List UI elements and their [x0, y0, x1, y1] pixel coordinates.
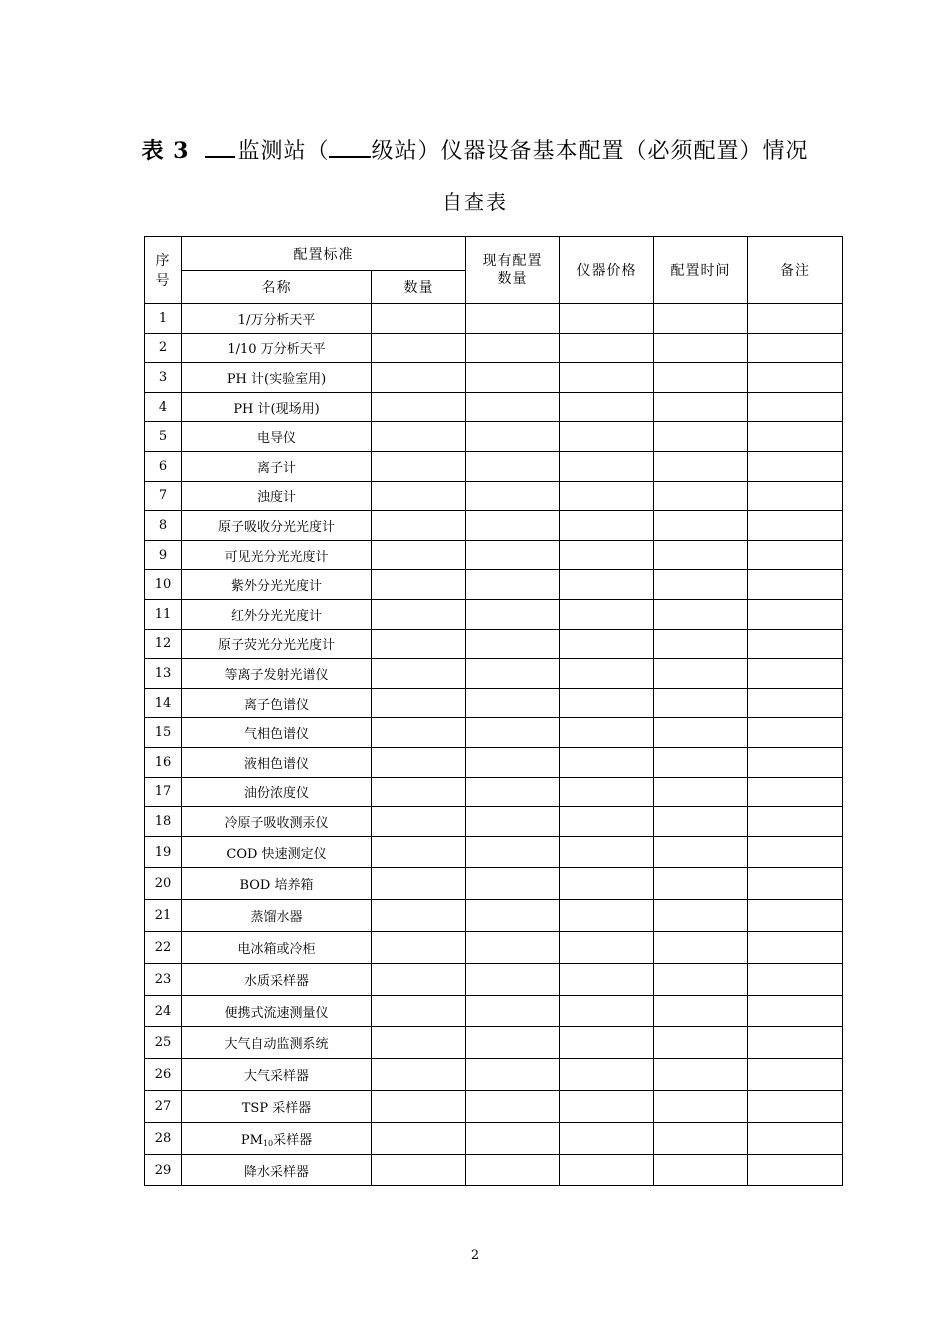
row-time-cell [654, 747, 748, 777]
row-number: 19 [145, 836, 182, 868]
table-row [145, 777, 843, 807]
row-number: 25 [145, 1027, 182, 1059]
row-existing-cell [466, 304, 560, 334]
row-time-cell [654, 688, 748, 718]
row-remarks-cell [748, 1154, 843, 1186]
table-row [145, 1059, 843, 1091]
row-number: 3 [145, 363, 182, 393]
row-quantity-cell [372, 659, 466, 689]
row-time-cell [654, 1027, 748, 1059]
row-number: 15 [145, 718, 182, 748]
row-price-cell [560, 868, 654, 900]
table-row [145, 868, 843, 900]
row-remarks-cell [748, 422, 843, 452]
table-row [145, 747, 843, 777]
row-existing-cell [466, 422, 560, 452]
header-name: 名称 [182, 271, 372, 304]
row-number: 11 [145, 599, 182, 629]
table-row [145, 392, 843, 422]
title-prefix: 表 3 [141, 138, 190, 164]
table-row [145, 481, 843, 511]
row-time-cell [654, 570, 748, 600]
row-quantity-cell [372, 836, 466, 868]
title-blank-station [205, 136, 235, 158]
row-quantity-cell [372, 747, 466, 777]
row-existing-cell [466, 1027, 560, 1059]
row-remarks-cell [748, 836, 843, 868]
row-equipment-name: COD 快速测定仪 [182, 836, 372, 868]
row-time-cell [654, 1091, 748, 1123]
row-existing-cell [466, 1154, 560, 1186]
row-number: 26 [145, 1059, 182, 1091]
header-seq: 序 号 [145, 237, 182, 304]
row-equipment-name: 电导仪 [182, 422, 372, 452]
row-existing-cell [466, 900, 560, 932]
table-title [0, 134, 950, 165]
row-remarks-cell [748, 932, 843, 964]
row-remarks-cell [748, 900, 843, 932]
table-row [145, 932, 843, 964]
row-number: 16 [145, 747, 182, 777]
row-quantity-cell [372, 629, 466, 659]
header-config-time: 配置时间 [654, 237, 748, 304]
table-row [145, 333, 843, 363]
row-equipment-name: 液相色谱仪 [182, 747, 372, 777]
equipment-table [144, 236, 843, 1186]
table-row [145, 570, 843, 600]
row-remarks-cell [748, 1091, 843, 1123]
row-equipment-name: 冷原子吸收测汞仪 [182, 807, 372, 837]
row-time-cell [654, 1059, 748, 1091]
row-time-cell [654, 1122, 748, 1154]
row-existing-cell [466, 836, 560, 868]
row-number: 18 [145, 807, 182, 837]
row-remarks-cell [748, 451, 843, 481]
row-equipment-name: BOD 培养箱 [182, 868, 372, 900]
row-existing-cell [466, 1091, 560, 1123]
row-price-cell [560, 304, 654, 334]
header-existing-quantity: 现有配置 数量 [466, 237, 560, 304]
row-quantity-cell [372, 777, 466, 807]
row-time-cell [654, 836, 748, 868]
row-time-cell [654, 900, 748, 932]
row-quantity-cell [372, 599, 466, 629]
row-existing-cell [466, 688, 560, 718]
row-quantity-cell [372, 718, 466, 748]
row-quantity-cell [372, 868, 466, 900]
row-remarks-cell [748, 629, 843, 659]
row-remarks-cell [748, 1059, 843, 1091]
row-price-cell [560, 422, 654, 452]
table-row [145, 451, 843, 481]
row-quantity-cell [372, 688, 466, 718]
row-equipment-name: 油份浓度仪 [182, 777, 372, 807]
row-quantity-cell [372, 807, 466, 837]
table-row [145, 807, 843, 837]
row-remarks-cell [748, 570, 843, 600]
row-price-cell [560, 629, 654, 659]
row-existing-cell [466, 392, 560, 422]
row-time-cell [654, 995, 748, 1027]
row-remarks-cell [748, 333, 843, 363]
row-quantity-cell [372, 511, 466, 541]
row-time-cell [654, 481, 748, 511]
row-existing-cell [466, 1122, 560, 1154]
row-price-cell [560, 900, 654, 932]
table-row [145, 304, 843, 334]
row-remarks-cell [748, 1122, 843, 1154]
row-number: 27 [145, 1091, 182, 1123]
row-quantity-cell [372, 451, 466, 481]
row-existing-cell [466, 570, 560, 600]
row-quantity-cell [372, 1122, 466, 1154]
header-quantity: 数量 [372, 271, 466, 304]
row-existing-cell [466, 599, 560, 629]
row-equipment-name: 大气采样器 [182, 1059, 372, 1091]
row-quantity-cell [372, 304, 466, 334]
row-equipment-name: 离子色谱仪 [182, 688, 372, 718]
row-number: 5 [145, 422, 182, 452]
row-price-cell [560, 1059, 654, 1091]
row-number: 23 [145, 963, 182, 995]
row-price-cell [560, 570, 654, 600]
row-price-cell [560, 718, 654, 748]
row-quantity-cell [372, 963, 466, 995]
row-quantity-cell [372, 1027, 466, 1059]
row-time-cell [654, 629, 748, 659]
row-existing-cell [466, 363, 560, 393]
row-quantity-cell [372, 333, 466, 363]
row-price-cell [560, 777, 654, 807]
row-quantity-cell [372, 392, 466, 422]
row-existing-cell [466, 807, 560, 837]
row-existing-cell [466, 511, 560, 541]
row-existing-cell [466, 540, 560, 570]
row-equipment-name: 紫外分光光度计 [182, 570, 372, 600]
row-price-cell [560, 1154, 654, 1186]
header-price: 仪器价格 [560, 237, 654, 304]
table-row [145, 900, 843, 932]
row-equipment-name: 便携式流速测量仪 [182, 995, 372, 1027]
row-number: 22 [145, 932, 182, 964]
row-number: 8 [145, 511, 182, 541]
table-row [145, 836, 843, 868]
row-existing-cell [466, 1059, 560, 1091]
row-quantity-cell [372, 932, 466, 964]
row-price-cell [560, 481, 654, 511]
row-price-cell [560, 836, 654, 868]
row-existing-cell [466, 451, 560, 481]
row-remarks-cell [748, 688, 843, 718]
row-number: 14 [145, 688, 182, 718]
row-equipment-name: PM10采样器 [182, 1122, 372, 1154]
row-price-cell [560, 995, 654, 1027]
row-remarks-cell [748, 868, 843, 900]
row-existing-cell [466, 777, 560, 807]
table-row [145, 1154, 843, 1186]
table-row [145, 1091, 843, 1123]
row-existing-cell [466, 333, 560, 363]
row-number: 12 [145, 629, 182, 659]
row-equipment-name: 水质采样器 [182, 963, 372, 995]
row-number: 6 [145, 451, 182, 481]
row-equipment-name: PH 计(现场用) [182, 392, 372, 422]
row-number: 28 [145, 1122, 182, 1154]
row-remarks-cell [748, 777, 843, 807]
row-time-cell [654, 304, 748, 334]
row-price-cell [560, 1027, 654, 1059]
row-existing-cell [466, 718, 560, 748]
row-time-cell [654, 1154, 748, 1186]
row-price-cell [560, 333, 654, 363]
row-number: 10 [145, 570, 182, 600]
row-price-cell [560, 363, 654, 393]
table-row [145, 659, 843, 689]
row-number: 20 [145, 868, 182, 900]
row-remarks-cell [748, 363, 843, 393]
table-row [145, 599, 843, 629]
row-existing-cell [466, 868, 560, 900]
row-number: 1 [145, 304, 182, 334]
row-number: 4 [145, 392, 182, 422]
row-quantity-cell [372, 995, 466, 1027]
row-existing-cell [466, 963, 560, 995]
table-row [145, 363, 843, 393]
row-number: 21 [145, 900, 182, 932]
row-equipment-name: 1/万分析天平 [182, 304, 372, 334]
row-time-cell [654, 659, 748, 689]
row-number: 24 [145, 995, 182, 1027]
row-remarks-cell [748, 718, 843, 748]
row-time-cell [654, 451, 748, 481]
row-existing-cell [466, 659, 560, 689]
row-existing-cell [466, 629, 560, 659]
row-equipment-name: 可见光分光光度计 [182, 540, 372, 570]
row-remarks-cell [748, 807, 843, 837]
row-equipment-name: TSP 采样器 [182, 1091, 372, 1123]
row-remarks-cell [748, 1027, 843, 1059]
row-price-cell [560, 392, 654, 422]
row-price-cell [560, 1091, 654, 1123]
row-time-cell [654, 422, 748, 452]
row-equipment-name: 蒸馏水器 [182, 900, 372, 932]
row-remarks-cell [748, 392, 843, 422]
row-equipment-name: 降水采样器 [182, 1154, 372, 1186]
row-quantity-cell [372, 363, 466, 393]
row-quantity-cell [372, 1154, 466, 1186]
row-equipment-name: 原子吸收分光光度计 [182, 511, 372, 541]
row-remarks-cell [748, 304, 843, 334]
row-equipment-name: 气相色谱仪 [182, 718, 372, 748]
row-price-cell [560, 932, 654, 964]
row-number: 9 [145, 540, 182, 570]
row-existing-cell [466, 995, 560, 1027]
table-row [145, 1027, 843, 1059]
row-equipment-name: PH 计(实验室用) [182, 363, 372, 393]
row-time-cell [654, 599, 748, 629]
table-row [145, 718, 843, 748]
row-price-cell [560, 599, 654, 629]
row-number: 2 [145, 333, 182, 363]
row-number: 13 [145, 659, 182, 689]
row-time-cell [654, 540, 748, 570]
row-existing-cell [466, 932, 560, 964]
row-equipment-name: 1/10 万分析天平 [182, 333, 372, 363]
row-equipment-name: 电冰箱或冷柜 [182, 932, 372, 964]
table-row [145, 1122, 843, 1154]
row-remarks-cell [748, 540, 843, 570]
row-price-cell [560, 540, 654, 570]
header-standard: 配置标准 [182, 237, 466, 271]
row-equipment-name: 原子荧光分光光度计 [182, 629, 372, 659]
row-price-cell [560, 747, 654, 777]
page-number: 2 [470, 1248, 480, 1263]
row-price-cell [560, 1122, 654, 1154]
table-title-line2: 自查表 [442, 190, 508, 214]
row-number: 7 [145, 481, 182, 511]
row-remarks-cell [748, 747, 843, 777]
row-equipment-name: 红外分光光度计 [182, 599, 372, 629]
row-quantity-cell [372, 422, 466, 452]
table-row [145, 995, 843, 1027]
row-time-cell [654, 718, 748, 748]
row-remarks-cell [748, 511, 843, 541]
row-time-cell [654, 392, 748, 422]
row-remarks-cell [748, 481, 843, 511]
row-equipment-name: 大气自动监测系统 [182, 1027, 372, 1059]
row-existing-cell [466, 747, 560, 777]
table-row [145, 629, 843, 659]
row-existing-cell [466, 481, 560, 511]
row-price-cell [560, 451, 654, 481]
row-number: 17 [145, 777, 182, 807]
row-quantity-cell [372, 1091, 466, 1123]
row-time-cell [654, 963, 748, 995]
row-time-cell [654, 363, 748, 393]
row-time-cell [654, 868, 748, 900]
table-row [145, 540, 843, 570]
row-equipment-name: 等离子发射光谱仪 [182, 659, 372, 689]
row-price-cell [560, 807, 654, 837]
row-price-cell [560, 688, 654, 718]
title-blank-level [329, 136, 371, 158]
row-remarks-cell [748, 995, 843, 1027]
title-part2: 级站）仪器设备基本配置（必须配置）情况 [371, 139, 809, 164]
row-number: 29 [145, 1154, 182, 1186]
row-price-cell [560, 963, 654, 995]
row-time-cell [654, 333, 748, 363]
row-remarks-cell [748, 659, 843, 689]
row-quantity-cell [372, 481, 466, 511]
row-price-cell [560, 511, 654, 541]
row-equipment-name: 浊度计 [182, 481, 372, 511]
title-part1: 监测站（ [237, 139, 330, 164]
row-time-cell [654, 511, 748, 541]
row-quantity-cell [372, 1059, 466, 1091]
row-remarks-cell [748, 599, 843, 629]
table-row [145, 511, 843, 541]
row-quantity-cell [372, 540, 466, 570]
table-row [145, 963, 843, 995]
row-remarks-cell [748, 963, 843, 995]
row-quantity-cell [372, 900, 466, 932]
table-row [145, 688, 843, 718]
row-time-cell [654, 932, 748, 964]
row-quantity-cell [372, 570, 466, 600]
row-time-cell [654, 777, 748, 807]
row-equipment-name: 离子计 [182, 451, 372, 481]
row-price-cell [560, 659, 654, 689]
row-time-cell [654, 807, 748, 837]
table-row [145, 422, 843, 452]
header-remarks: 备注 [748, 237, 843, 304]
